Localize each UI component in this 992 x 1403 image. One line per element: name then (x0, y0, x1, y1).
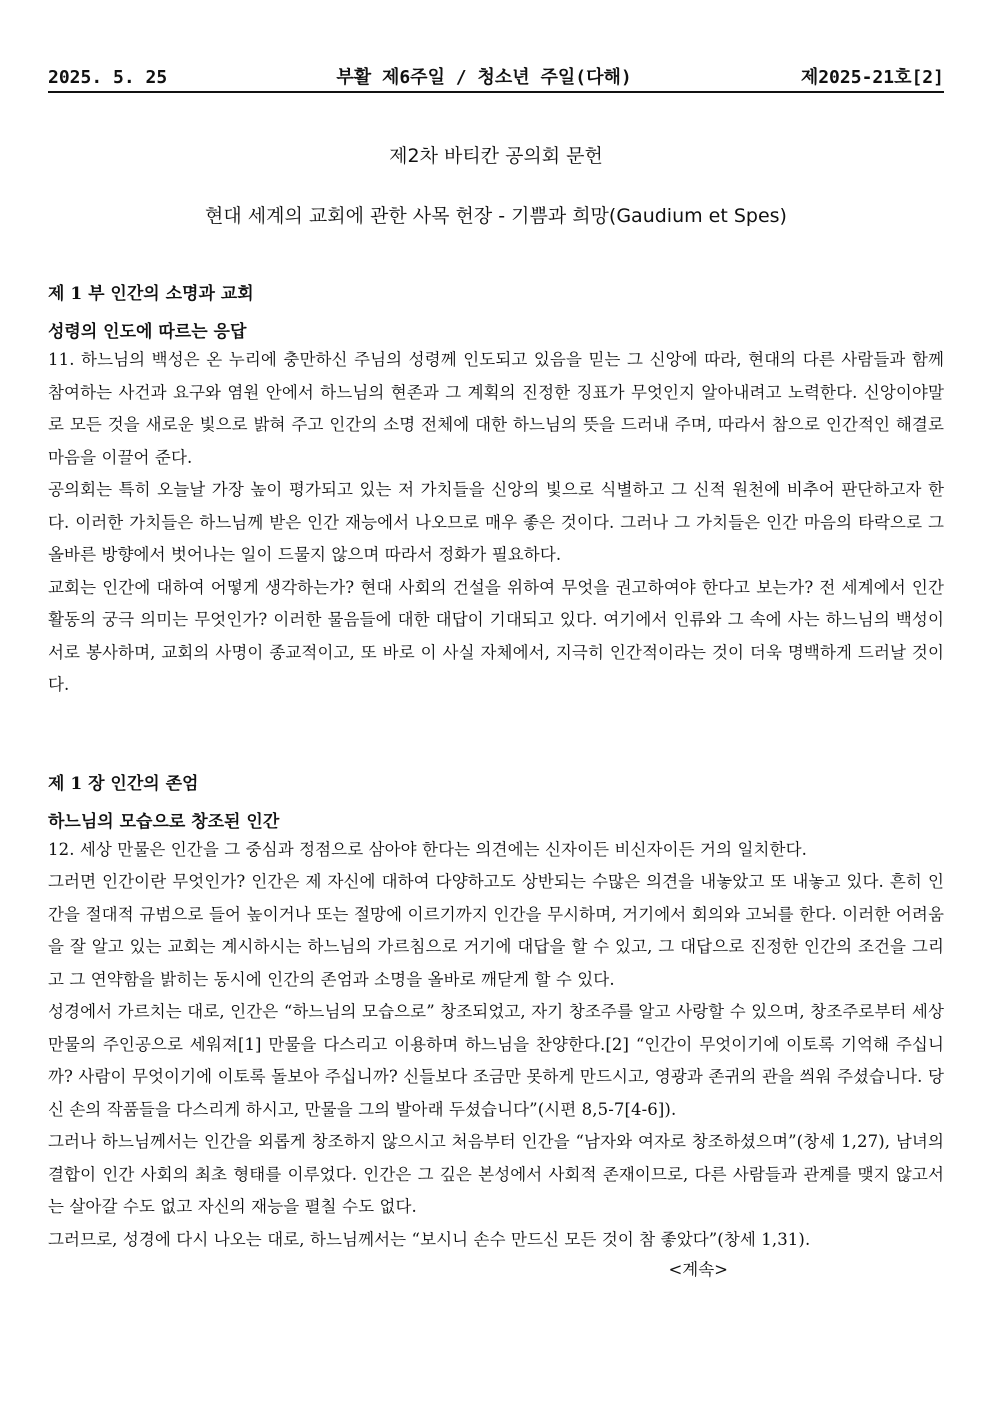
document-subtitle: 현대 세계의 교회에 관한 사목 헌장 - 기쁨과 희망(Gaudium et Spes) (205, 205, 787, 227)
paragraph-12-what-is-man: 그러면 인간이란 무엇인가? 인간은 제 자신에 대하여 다양하고도 상반되는 수많은 의견을 내놓았고 또 내놓고 있다. 흔히 인간을 절대적 규범으로 들어 높이거나 또는 절망에 이르기까지 인간을 무시하며, 거기에서 회의와 고뇌를 한다. 이러한 어려움을 잘 알고 있는 교회는 계시하시는 하느님의 가르침으로 거기에 대답을 할 수 있고, 그 대답으로 진정한 인간의 조건을 그리고 그 연약함을 밝히는 동시에 인간의 존엄과 소명을 올바로 깨닫게 할 수 있다. (48, 872, 944, 989)
paragraph-11: 11. 하느님의 백성은 온 누리에 충만하신 주님의 성령께 인도되고 있음을 믿는 그 신앙에 따라, 현대의 다른 사람들과 함께 참여하는 사건과 요구와 염원 안에서 하느님의 현존과 그 계획의 진정한 징표가 무엇인지 알아내려고 노력한다. 신앙이야말로 모든 것을 새로운 빛으로 밝혀 주고 인간의 소명 전체에 대한 하느님의 뜻을 드러내 주며, 따라서 참으로 인간적인 해결로 마음을 이끌어 준다. (48, 350, 944, 467)
chapter-heading: 제 1 장 인간의 존엄 (48, 773, 199, 794)
paragraph-12-conclusion: 그러므로, 성경에 다시 나오는 대로, 하느님께서는 “보시니 손수 만드신 모든 것이 참 좋았다”(창세 1,31). (48, 1229, 811, 1249)
page-header (48, 66, 944, 93)
paragraph-11-church: 교회는 인간에 대하여 어떻게 생각하는가? 현대 사회의 건설을 위하여 무엇을 권고하여야 한다고 보는가? 전 세계에서 인간 활동의 궁극 의미는 무엇인가? 이러한 물음들에 대한 대답이 기대되고 있다. 여기에서 인류와 그 속에 사는 하느님의 백성이 서로 봉사하며, 교회의 사명이 종교적이고, 또 바로 이 사실 자체에서, 지극히 인간적이라는 것이 더욱 명백하게 드러날 것이다. (48, 577, 944, 694)
section-heading-image-of-god: 하느님의 모습으로 창조된 인간 (48, 811, 280, 832)
paragraph-11-values: 공의회는 특히 오늘날 가장 높이 평가되고 있는 저 가치들을 신앙의 빛으로 식별하고 그 신적 원천에 비추어 판단하고자 한다. 이러한 가치들은 하느님께 받은 인간 재능에서 나오므로 매우 좋은 것이다. 그러나 그 가치들은 인간 마음의 타락으로 그 올바른 방향에서 벗어나는 일이 드물지 않으며 따라서 정화가 필요하다. (48, 480, 944, 564)
paragraph-12-man-and-woman: 그러나 하느님께서는 인간을 외롭게 창조하지 않으시고 처음부터 인간을 “남자와 여자로 창조하셨으며”(창세 1,27), 남녀의 결합이 인간 사회의 최초 형태를 이루었다. 인간은 그 깊은 본성에서 사회적 존재이므로, 다른 사람들과 관계를 맺지 않고서는 살아갈 수도 없고 자신의 재능을 펼칠 수도 없다. (48, 1132, 944, 1216)
paragraph-12-scripture: 성경에서 가르치는 대로, 인간은 “하느님의 모습으로” 창조되었고, 자기 창조주를 알고 사랑할 수 있으며, 창조주로부터 세상 만물의 주인공으로 세워져[1] 만물을 다스리고 이용하며 하느님을 찬양한다.[2] “인간이 무엇이기에 이토록 기억해 주십니까? 사람이 무엇이기에 이토록 돌보아 주십니까? 신들보다 조금만 못하게 만드시고, 영광과 존귀의 관을 씌워 주셨습니다. 당신 손의 작품들을 다스리게 하시고, 만물을 그의 발아래 두셨습니다”(시편 8,5-7[4-6]). (48, 1002, 944, 1119)
paragraph-12: 12. 세상 만물은 인간을 그 중심과 정점으로 삼아야 한다는 의견에는 신자이든 비신자이든 거의 일치한다. (48, 839, 807, 859)
part-heading: 제 1 부 인간의 소명과 교회 (48, 284, 254, 304)
continued-marker: <계속> (668, 1260, 728, 1279)
chapter1-body (48, 834, 944, 1257)
section-heading-spirit: 성령의 인도에 따르는 응답 (48, 322, 247, 342)
header-date: 2025. 5. 25 (48, 67, 168, 88)
header-issue-number: 제2025-21호[2] (800, 67, 944, 88)
header-liturgical-day: 부활 제6주일 / 청소년 주일(다해) (336, 67, 632, 88)
document-title: 제2차 바티칸 공의회 문헌 (389, 145, 603, 167)
document-page (48, 66, 944, 1284)
part1-body (48, 344, 944, 702)
